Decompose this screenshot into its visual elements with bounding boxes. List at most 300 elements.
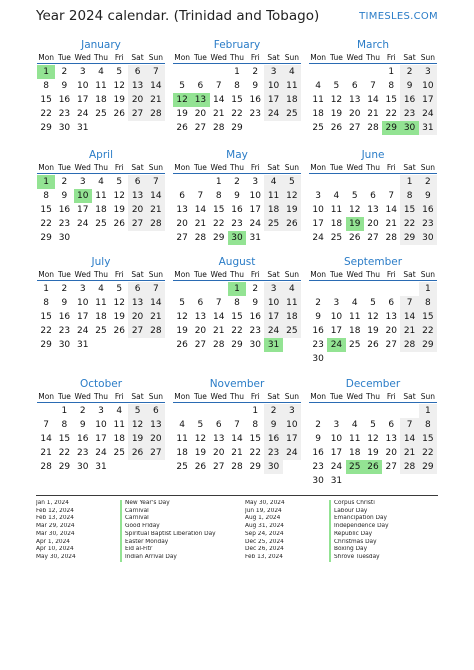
day-cell[interactable]: 17: [249, 205, 261, 215]
day-cell[interactable]: 14: [40, 434, 52, 444]
day-cell[interactable]: 5: [116, 177, 123, 187]
day-cell[interactable]: 7: [400, 296, 418, 310]
day-cell[interactable]: 17: [76, 205, 89, 215]
day-cell[interactable]: 2: [234, 177, 240, 187]
day-cell[interactable]: 24: [419, 107, 437, 121]
day-cell[interactable]: 16: [249, 95, 261, 105]
day-cell[interactable]: 15: [400, 203, 418, 217]
day-cell[interactable]: 5: [197, 420, 204, 430]
day-cell[interactable]: 28: [147, 324, 165, 338]
day-cell[interactable]: 20: [194, 109, 207, 119]
day-cell[interactable]: 26: [113, 109, 125, 119]
day-cell[interactable]: 9: [400, 79, 418, 93]
day-cell[interactable]: 17: [283, 432, 301, 446]
day-cell[interactable]: 16: [419, 203, 437, 217]
day-cell[interactable]: 29: [419, 460, 437, 474]
day-cell[interactable]: 28: [212, 340, 225, 350]
day-cell[interactable]: 5: [116, 67, 123, 77]
day-cell[interactable]: 24: [76, 326, 89, 336]
day-cell[interactable]: 21: [194, 219, 207, 229]
day-cell[interactable]: 11: [264, 189, 282, 203]
day-cell[interactable]: 19: [283, 203, 301, 217]
day-cell[interactable]: 18: [95, 205, 107, 215]
holiday-day-cell[interactable]: 1: [37, 65, 55, 79]
day-cell[interactable]: 22: [58, 448, 71, 458]
day-cell[interactable]: 17: [264, 310, 282, 324]
day-cell[interactable]: 8: [388, 81, 395, 91]
day-cell[interactable]: 27: [194, 340, 207, 350]
day-cell[interactable]: 8: [234, 81, 240, 91]
day-cell[interactable]: 29: [231, 123, 243, 133]
day-cell[interactable]: 6: [179, 191, 185, 201]
day-cell[interactable]: 7: [147, 65, 165, 79]
day-cell[interactable]: 11: [283, 79, 301, 93]
day-cell[interactable]: 14: [385, 205, 397, 215]
day-cell[interactable]: 9: [61, 191, 68, 201]
day-cell[interactable]: 4: [283, 65, 301, 79]
day-cell[interactable]: 2: [61, 284, 68, 294]
day-cell[interactable]: 11: [312, 95, 324, 105]
day-cell[interactable]: 18: [283, 93, 301, 107]
day-cell[interactable]: 2: [315, 420, 321, 430]
day-cell[interactable]: 9: [419, 189, 437, 203]
day-cell[interactable]: 22: [231, 326, 243, 336]
day-cell[interactable]: 18: [330, 219, 343, 229]
day-cell[interactable]: 8: [234, 298, 240, 308]
day-cell[interactable]: 22: [419, 324, 437, 338]
day-cell[interactable]: 24: [249, 219, 261, 229]
day-cell[interactable]: 20: [348, 109, 361, 119]
day-cell[interactable]: 4: [315, 81, 321, 91]
day-cell[interactable]: 28: [40, 462, 52, 472]
day-cell[interactable]: 11: [95, 191, 107, 201]
day-cell[interactable]: 14: [400, 432, 418, 446]
day-cell[interactable]: 11: [95, 81, 107, 91]
day-cell[interactable]: 16: [312, 448, 324, 458]
day-cell[interactable]: 7: [147, 282, 165, 296]
day-cell[interactable]: 7: [388, 191, 395, 201]
day-cell[interactable]: 31: [419, 121, 437, 135]
day-cell[interactable]: 27: [385, 340, 397, 350]
day-cell[interactable]: 25: [330, 233, 343, 243]
day-cell[interactable]: 3: [283, 404, 301, 418]
day-cell[interactable]: 17: [330, 326, 343, 336]
day-cell[interactable]: 29: [231, 340, 243, 350]
day-cell[interactable]: 28: [367, 123, 379, 133]
day-cell[interactable]: 25: [95, 219, 107, 229]
day-cell[interactable]: 9: [61, 81, 68, 91]
day-cell[interactable]: 20: [367, 219, 379, 229]
day-cell[interactable]: 6: [128, 175, 146, 189]
day-cell[interactable]: 18: [348, 326, 361, 336]
day-cell[interactable]: 4: [98, 67, 104, 77]
day-cell[interactable]: 8: [419, 296, 437, 310]
day-cell[interactable]: 19: [113, 205, 125, 215]
day-cell[interactable]: 1: [234, 67, 240, 77]
day-cell[interactable]: 12: [330, 95, 343, 105]
day-cell[interactable]: 13: [176, 205, 188, 215]
day-cell[interactable]: 5: [179, 81, 185, 91]
holiday-day-cell[interactable]: 30: [228, 231, 246, 245]
day-cell[interactable]: 12: [128, 418, 146, 432]
day-cell[interactable]: 26: [113, 219, 125, 229]
day-cell[interactable]: 6: [147, 404, 165, 418]
day-cell[interactable]: 3: [252, 177, 259, 187]
day-cell[interactable]: 3: [98, 406, 104, 416]
day-cell[interactable]: 3: [333, 420, 340, 430]
day-cell[interactable]: 21: [212, 326, 225, 336]
day-cell[interactable]: 30: [264, 460, 282, 474]
day-cell[interactable]: 16: [312, 326, 324, 336]
day-cell[interactable]: 1: [43, 284, 49, 294]
day-cell[interactable]: 5: [370, 298, 376, 308]
day-cell[interactable]: 22: [231, 109, 243, 119]
day-cell[interactable]: 18: [283, 310, 301, 324]
day-cell[interactable]: 12: [194, 434, 207, 444]
day-cell[interactable]: 22: [40, 109, 52, 119]
day-cell[interactable]: 15: [419, 432, 437, 446]
day-cell[interactable]: 31: [95, 462, 107, 472]
day-cell[interactable]: 21: [231, 448, 243, 458]
day-cell[interactable]: 25: [95, 109, 107, 119]
day-cell[interactable]: 28: [385, 233, 397, 243]
day-cell[interactable]: 9: [315, 312, 321, 322]
day-cell[interactable]: 9: [264, 418, 282, 432]
day-cell[interactable]: 16: [249, 312, 261, 322]
day-cell[interactable]: 28: [147, 217, 165, 231]
day-cell[interactable]: 28: [400, 338, 418, 352]
day-cell[interactable]: 12: [367, 312, 379, 322]
day-cell[interactable]: 2: [79, 406, 86, 416]
day-cell[interactable]: 31: [330, 476, 343, 486]
day-cell[interactable]: 2: [61, 67, 68, 77]
holiday-day-cell[interactable]: 31: [264, 338, 282, 352]
day-cell[interactable]: 28: [231, 462, 243, 472]
holiday-day-cell[interactable]: 29: [382, 121, 400, 135]
day-cell[interactable]: 14: [194, 205, 207, 215]
day-cell[interactable]: 13: [385, 434, 397, 444]
day-cell[interactable]: 8: [43, 81, 49, 91]
day-cell[interactable]: 27: [128, 324, 146, 338]
day-cell[interactable]: 30: [58, 340, 71, 350]
day-cell[interactable]: 5: [351, 191, 358, 201]
day-cell[interactable]: 3: [79, 67, 86, 77]
day-cell[interactable]: 26: [194, 462, 207, 472]
day-cell[interactable]: 13: [128, 296, 146, 310]
day-cell[interactable]: 18: [312, 109, 324, 119]
day-cell[interactable]: 5: [283, 175, 301, 189]
day-cell[interactable]: 30: [312, 354, 324, 364]
day-cell[interactable]: 19: [194, 448, 207, 458]
day-cell[interactable]: 25: [283, 107, 301, 121]
day-cell[interactable]: 3: [315, 191, 321, 201]
day-cell[interactable]: 12: [283, 189, 301, 203]
holiday-day-cell[interactable]: 26: [364, 460, 382, 474]
day-cell[interactable]: 1: [400, 175, 418, 189]
day-cell[interactable]: 10: [330, 434, 343, 444]
day-cell[interactable]: 19: [367, 326, 379, 336]
day-cell[interactable]: 5: [116, 284, 123, 294]
day-cell[interactable]: 17: [330, 448, 343, 458]
day-cell[interactable]: 9: [252, 81, 259, 91]
day-cell[interactable]: 24: [76, 109, 89, 119]
day-cell[interactable]: 5: [333, 81, 340, 91]
day-cell[interactable]: 31: [76, 340, 89, 350]
day-cell[interactable]: 7: [234, 420, 240, 430]
day-cell[interactable]: 21: [385, 219, 397, 229]
day-cell[interactable]: 11: [176, 434, 188, 444]
day-cell[interactable]: 22: [40, 326, 52, 336]
day-cell[interactable]: 7: [147, 175, 165, 189]
day-cell[interactable]: 23: [58, 326, 71, 336]
day-cell[interactable]: 14: [367, 95, 379, 105]
holiday-day-cell[interactable]: 13: [191, 93, 209, 107]
day-cell[interactable]: 30: [58, 233, 71, 243]
day-cell[interactable]: 17: [76, 312, 89, 322]
day-cell[interactable]: 23: [249, 326, 261, 336]
day-cell[interactable]: 2: [315, 298, 321, 308]
day-cell[interactable]: 13: [385, 312, 397, 322]
day-cell[interactable]: 11: [330, 205, 343, 215]
day-cell[interactable]: 12: [113, 298, 125, 308]
day-cell[interactable]: 18: [95, 312, 107, 322]
day-cell[interactable]: 23: [249, 109, 261, 119]
day-cell[interactable]: 12: [113, 191, 125, 201]
day-cell[interactable]: 6: [197, 298, 204, 308]
day-cell[interactable]: 23: [58, 109, 71, 119]
day-cell[interactable]: 22: [419, 446, 437, 460]
day-cell[interactable]: 17: [419, 93, 437, 107]
day-cell[interactable]: 1: [419, 404, 437, 418]
day-cell[interactable]: 9: [234, 191, 240, 201]
day-cell[interactable]: 8: [43, 191, 49, 201]
day-cell[interactable]: 22: [40, 219, 52, 229]
day-cell[interactable]: 17: [312, 219, 324, 229]
day-cell[interactable]: 13: [147, 418, 165, 432]
day-cell[interactable]: 3: [79, 284, 86, 294]
day-cell[interactable]: 8: [61, 420, 68, 430]
day-cell[interactable]: 29: [400, 231, 418, 245]
day-cell[interactable]: 2: [264, 404, 282, 418]
day-cell[interactable]: 13: [212, 434, 225, 444]
day-cell[interactable]: 14: [400, 310, 418, 324]
day-cell[interactable]: 29: [40, 233, 52, 243]
day-cell[interactable]: 3: [333, 298, 340, 308]
day-cell[interactable]: 25: [176, 462, 188, 472]
day-cell[interactable]: 20: [212, 448, 225, 458]
day-cell[interactable]: 19: [367, 448, 379, 458]
day-cell[interactable]: 1: [215, 177, 222, 187]
day-cell[interactable]: 8: [419, 418, 437, 432]
day-cell[interactable]: 26: [176, 340, 188, 350]
day-cell[interactable]: 27: [212, 462, 225, 472]
day-cell[interactable]: 13: [128, 79, 146, 93]
day-cell[interactable]: 24: [76, 219, 89, 229]
day-cell[interactable]: 12: [176, 312, 188, 322]
day-cell[interactable]: 24: [330, 462, 343, 472]
day-cell[interactable]: 5: [370, 420, 376, 430]
day-cell[interactable]: 12: [367, 434, 379, 444]
brand-logo[interactable]: TIMESLES.COM: [359, 11, 438, 22]
day-cell[interactable]: 4: [179, 420, 185, 430]
holiday-day-cell[interactable]: 30: [400, 121, 418, 135]
day-cell[interactable]: 28: [194, 233, 207, 243]
day-cell[interactable]: 26: [176, 123, 188, 133]
day-cell[interactable]: 22: [385, 109, 397, 119]
day-cell[interactable]: 16: [58, 95, 71, 105]
day-cell[interactable]: 19: [176, 326, 188, 336]
day-cell[interactable]: 2: [419, 175, 437, 189]
day-cell[interactable]: 18: [95, 95, 107, 105]
day-cell[interactable]: 27: [128, 217, 146, 231]
day-cell[interactable]: 26: [330, 123, 343, 133]
day-cell[interactable]: 15: [212, 205, 225, 215]
day-cell[interactable]: 7: [400, 418, 418, 432]
day-cell[interactable]: 1: [388, 67, 395, 77]
day-cell[interactable]: 6: [215, 420, 222, 430]
day-cell[interactable]: 15: [419, 310, 437, 324]
day-cell[interactable]: 31: [249, 233, 261, 243]
day-cell[interactable]: 29: [40, 123, 52, 133]
holiday-day-cell[interactable]: 1: [37, 175, 55, 189]
day-cell[interactable]: 10: [76, 81, 89, 91]
day-cell[interactable]: 13: [128, 189, 146, 203]
day-cell[interactable]: 29: [419, 338, 437, 352]
day-cell[interactable]: 28: [212, 123, 225, 133]
day-cell[interactable]: 4: [333, 191, 340, 201]
day-cell[interactable]: 18: [176, 448, 188, 458]
day-cell[interactable]: 10: [283, 418, 301, 432]
day-cell[interactable]: 19: [176, 109, 188, 119]
day-cell[interactable]: 10: [76, 298, 89, 308]
day-cell[interactable]: 29: [249, 462, 261, 472]
day-cell[interactable]: 16: [400, 93, 418, 107]
day-cell[interactable]: 6: [388, 298, 395, 308]
day-cell[interactable]: 16: [58, 205, 71, 215]
day-cell[interactable]: 27: [147, 446, 165, 460]
day-cell[interactable]: 20: [128, 203, 146, 217]
day-cell[interactable]: 15: [40, 205, 52, 215]
day-cell[interactable]: 5: [179, 298, 185, 308]
day-cell[interactable]: 27: [128, 107, 146, 121]
day-cell[interactable]: 19: [113, 95, 125, 105]
day-cell[interactable]: 3: [264, 282, 282, 296]
day-cell[interactable]: 28: [400, 460, 418, 474]
day-cell[interactable]: 11: [283, 296, 301, 310]
day-cell[interactable]: 8: [400, 189, 418, 203]
day-cell[interactable]: 10: [419, 79, 437, 93]
day-cell[interactable]: 16: [264, 432, 282, 446]
day-cell[interactable]: 4: [351, 420, 358, 430]
day-cell[interactable]: 16: [58, 312, 71, 322]
day-cell[interactable]: 30: [76, 462, 89, 472]
day-cell[interactable]: 20: [128, 310, 146, 324]
day-cell[interactable]: 5: [128, 404, 146, 418]
day-cell[interactable]: 19: [330, 109, 343, 119]
day-cell[interactable]: 27: [348, 123, 361, 133]
day-cell[interactable]: 4: [283, 282, 301, 296]
day-cell[interactable]: 18: [264, 203, 282, 217]
day-cell[interactable]: 19: [128, 432, 146, 446]
day-cell[interactable]: 10: [249, 191, 261, 201]
day-cell[interactable]: 30: [249, 340, 261, 350]
day-cell[interactable]: 26: [348, 233, 361, 243]
day-cell[interactable]: 14: [231, 434, 243, 444]
day-cell[interactable]: 20: [385, 326, 397, 336]
day-cell[interactable]: 15: [385, 95, 397, 105]
day-cell[interactable]: 1: [419, 282, 437, 296]
day-cell[interactable]: 4: [116, 406, 123, 416]
day-cell[interactable]: 27: [367, 233, 379, 243]
day-cell[interactable]: 25: [312, 123, 324, 133]
day-cell[interactable]: 10: [264, 296, 282, 310]
day-cell[interactable]: 6: [351, 81, 358, 91]
day-cell[interactable]: 27: [176, 233, 188, 243]
day-cell[interactable]: 20: [176, 219, 188, 229]
day-cell[interactable]: 7: [215, 298, 222, 308]
day-cell[interactable]: 10: [95, 420, 107, 430]
day-cell[interactable]: 16: [231, 205, 243, 215]
day-cell[interactable]: 2: [400, 65, 418, 79]
day-cell[interactable]: 9: [315, 434, 321, 444]
day-cell[interactable]: 2: [252, 67, 259, 77]
day-cell[interactable]: 8: [43, 298, 49, 308]
day-cell[interactable]: 7: [43, 420, 49, 430]
day-cell[interactable]: 2: [61, 177, 68, 187]
day-cell[interactable]: 8: [252, 420, 259, 430]
day-cell[interactable]: 6: [388, 420, 395, 430]
holiday-day-cell[interactable]: 24: [327, 338, 345, 352]
day-cell[interactable]: 14: [212, 312, 225, 322]
day-cell[interactable]: 6: [128, 282, 146, 296]
day-cell[interactable]: 26: [113, 326, 125, 336]
day-cell[interactable]: 10: [264, 79, 282, 93]
holiday-day-cell[interactable]: 19: [346, 217, 364, 231]
day-cell[interactable]: 23: [231, 219, 243, 229]
day-cell[interactable]: 31: [76, 123, 89, 133]
holiday-day-cell[interactable]: 10: [74, 189, 92, 203]
day-cell[interactable]: 13: [348, 95, 361, 105]
day-cell[interactable]: 25: [283, 324, 301, 338]
day-cell[interactable]: 14: [147, 189, 165, 203]
day-cell[interactable]: 18: [348, 448, 361, 458]
day-cell[interactable]: 7: [197, 191, 204, 201]
day-cell[interactable]: 23: [400, 107, 418, 121]
day-cell[interactable]: 24: [264, 324, 282, 338]
day-cell[interactable]: 23: [58, 219, 71, 229]
day-cell[interactable]: 13: [194, 312, 207, 322]
day-cell[interactable]: 30: [419, 231, 437, 245]
day-cell[interactable]: 10: [312, 205, 324, 215]
day-cell[interactable]: 3: [264, 65, 282, 79]
day-cell[interactable]: 9: [61, 298, 68, 308]
day-cell[interactable]: 7: [370, 81, 376, 91]
day-cell[interactable]: 26: [128, 446, 146, 460]
day-cell[interactable]: 24: [264, 107, 282, 121]
day-cell[interactable]: 11: [348, 312, 361, 322]
day-cell[interactable]: 21: [40, 448, 52, 458]
day-cell[interactable]: 30: [58, 123, 71, 133]
day-cell[interactable]: 13: [367, 205, 379, 215]
day-cell[interactable]: 9: [79, 420, 86, 430]
day-cell[interactable]: 21: [212, 109, 225, 119]
day-cell[interactable]: 21: [147, 310, 165, 324]
day-cell[interactable]: 20: [128, 93, 146, 107]
day-cell[interactable]: 29: [58, 462, 71, 472]
day-cell[interactable]: 15: [231, 95, 243, 105]
day-cell[interactable]: 17: [95, 434, 107, 444]
day-cell[interactable]: 29: [40, 340, 52, 350]
